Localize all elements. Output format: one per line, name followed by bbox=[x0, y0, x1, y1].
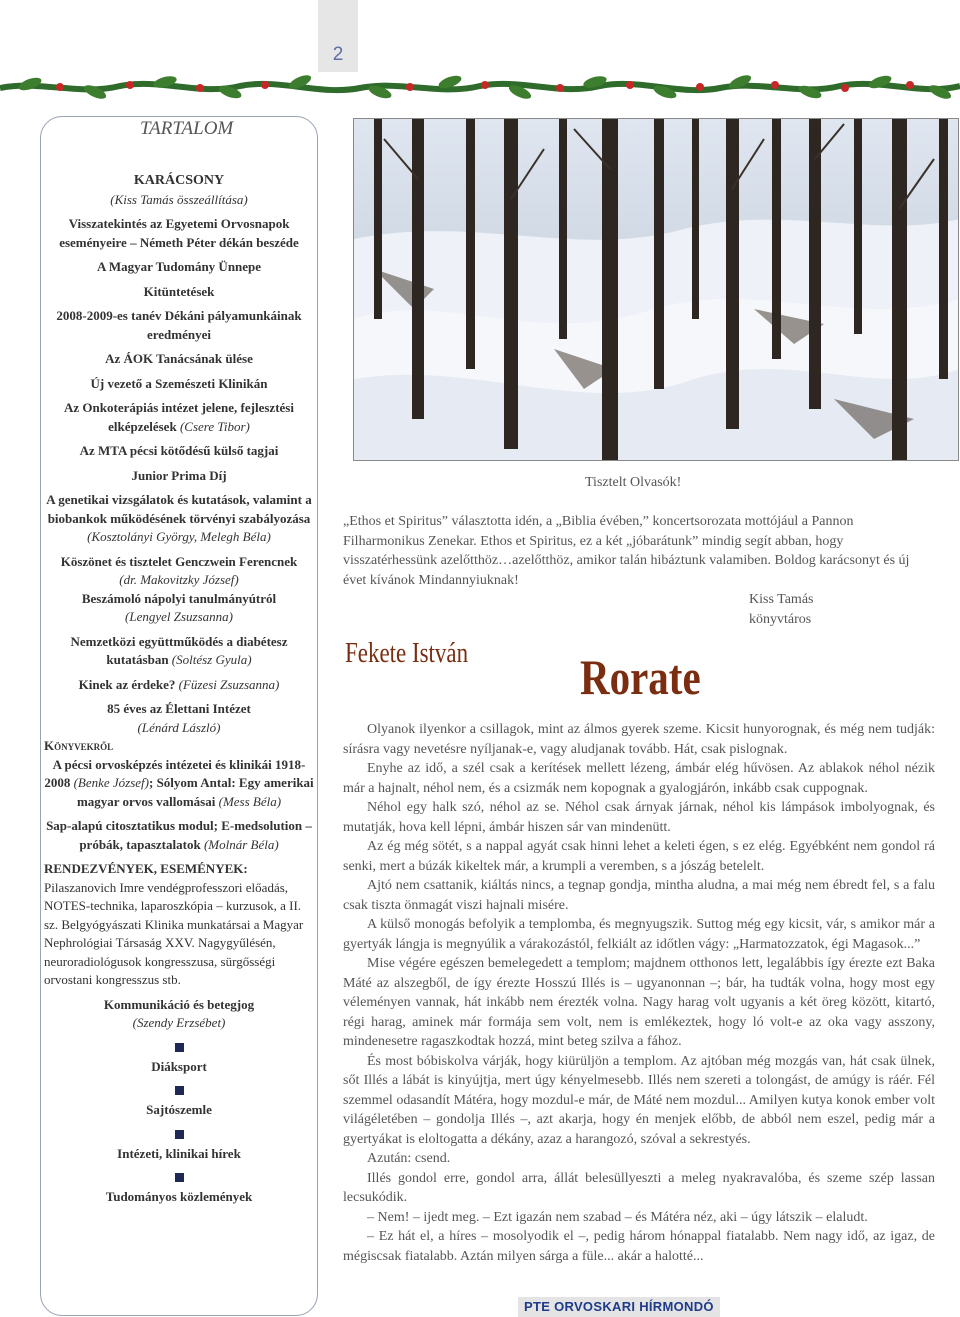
toc-item[interactable] bbox=[44, 676, 314, 695]
toc-item[interactable] bbox=[44, 399, 314, 436]
toc-section-heading: Könyvekről bbox=[44, 738, 114, 753]
toc-item-title: ; Sólyom Antal: Egy amerikai magyar orvos vallomásai bbox=[76, 775, 314, 809]
toc-item[interactable]: Tudományos közlemények bbox=[105, 1189, 253, 1204]
article-paragraph: Mise végére egészen bemelegedett a templom; majdnem otthonos lett, legalábbis így érezte ezt Baka Máté az alszegből, de így érezte Hosszú Illés is – ugyanonnan –; bár, ha tudták volna, hogy most egy véleményen vannak, hát inkább nem érezték volna. Nagy harag volt ugyanis a két öreg között, kitartó, régi harag, aminek már formája sem volt, nem is emlékeztek, hogy ló volt-e az oka vagy asszony, mindenesetre ragaszkodtak hozzá, mint beteg szilva a fához. bbox=[343, 956, 935, 1049]
intro-text: „Ethos et Spiritus” választotta idén, a „Biblia évében,” koncertsorozata mottójául a Pannon Filharmonikus Zenekar. Ethos et Spiritus, ez a két „jóbarátunk” mindig segít abban, hogy visszatérhessünk azelőtthöz…azelőtthöz, amikor talán hibáztunk valamiben. Boldog karácsonyt és új évet kívánok Mindannyiuknak! bbox=[343, 514, 910, 588]
article-author: Fekete István bbox=[345, 638, 469, 669]
toc-item[interactable]: Beszámoló nápolyi tanulmányútról bbox=[81, 590, 277, 606]
toc-item-author: (Kosztolányi György, Melegh Béla) bbox=[87, 529, 271, 544]
toc-item[interactable]: Visszatekintés az Egyetemi Orvosnapok eseményeire – Németh Péter dékán beszéde bbox=[59, 216, 299, 250]
toc-section-heading: RENDEZVÉNYEK, ESEMÉNYEK: bbox=[44, 861, 248, 876]
toc-item[interactable] bbox=[44, 491, 314, 547]
bullet-square-icon bbox=[175, 1086, 184, 1095]
toc-events-text: Pilaszanovich Imre vendégprofesszori előadás, NOTES-technika, laparoszkópia – kurzusok, a II. sz. Belgyógyászati Klinika munkatársai a Magyar Nephrológiai Társaság XXV. Nagygyűlésén, neuroradiológusok kongresszusa, sürgősségi orvostani kongresszus stb. bbox=[44, 879, 304, 987]
toc-item[interactable] bbox=[44, 817, 314, 854]
toc-item-title: A genetikai vizsgálatok és kutatások, valamint a biobankok működésének törvényi szabályozása bbox=[46, 492, 312, 526]
toc-item[interactable]: 85 éves az Élettani Intézet bbox=[107, 701, 251, 716]
bullet-square-icon bbox=[175, 1130, 184, 1139]
signature-name: Kiss Tamás bbox=[749, 592, 814, 607]
toc-item[interactable]: A Magyar Tudomány Ünnepe bbox=[96, 259, 262, 274]
toc-item-author: (Kiss Tamás összeállítása) bbox=[110, 191, 248, 207]
toc-item-author: (Benke József) bbox=[73, 775, 149, 790]
toc-item-title: Sap-alapú citosztatikus modul; E-medsolution – próbák, tapasztalatok bbox=[46, 818, 312, 852]
bullet-square-icon bbox=[175, 1043, 184, 1052]
signature bbox=[749, 590, 813, 629]
toc-item[interactable]: Sajtószemle bbox=[146, 1102, 212, 1117]
article-paragraph: És most bóbiskolva várják, hogy kiürüljön a templom. Az ajtóban még mozgás van, hát csak ülnek, sőt Illés a lábát is kinyújtja, mert úgy kényelmesebb. Illés nem szereti a tolongást, de amúgy is ráér. Fél szemmel odasandít Mátéra, hogy mozdul-e már, de Máté nem mozdul... Amilyen kutya konok ember volt világéletében – gondolja Illés –, azt akarja, hogy én menjek előbb, de abból nem eszel, pedig már a gyertyákat is eloltogatta a dékány, azaz a harangozó, szóval a sekrestyés. bbox=[343, 1053, 935, 1147]
toc-item[interactable]: Kommunikáció és betegjog bbox=[103, 996, 255, 1012]
toc-item[interactable]: Junior Prima Díj bbox=[131, 467, 227, 483]
signature-role: könyvtáros bbox=[749, 611, 812, 627]
toc-item[interactable]: Az ÁOK Tanácsának ülése bbox=[105, 351, 253, 366]
toc-title: TARTALOM bbox=[140, 118, 234, 139]
article-paragraph: Ajtó nem csattanik, kiáltás nincs, a tegnap gondja, mintha aludna, a mai még nem ébredt fel, s a falu csak tiszta önmagát viszi hajnali misére. bbox=[343, 878, 935, 913]
toc-item-author: (Csere Tibor) bbox=[179, 418, 250, 434]
article-paragraph: Az ég még sötét, s a nappal agyát csak hinni lehet a keleti égen, s ez elég. Egyébként nem gondol rá senki, mert a búzák kikeltek már, a krumpli a veremben, s a jószág betelelt. bbox=[343, 839, 935, 874]
article-paragraph: Illés gondol erre, gondol arra, állát belesüllyeszti a meleg nyakravalóba, és szeme szép lassan lecsukódik. bbox=[343, 1170, 935, 1205]
publication-footer: PTE ORVOSKARI HÍRMONDÓ bbox=[518, 1297, 720, 1317]
bullet-square-icon bbox=[175, 1173, 184, 1182]
toc-item[interactable]: Új vezető a Szemészeti Klinikán bbox=[90, 375, 268, 391]
toc-item[interactable]: Köszönet és tisztelet Genczwein Ferencnek bbox=[60, 553, 298, 569]
toc-item[interactable] bbox=[44, 756, 314, 812]
toc-item[interactable]: Diáksport bbox=[151, 1058, 207, 1074]
toc-item-author: (Mess Béla) bbox=[218, 793, 282, 809]
article-paragraph: Olyanok ilyenkor a csillagok, mint az álmos gyerek szeme. Kicsit hunyorognak, és még nem tudják: sírásra vagy nevetésre nyíljanak-e, vagy aludjanak tovább. Hát, csak pislognak. bbox=[343, 722, 935, 757]
toc-item[interactable] bbox=[44, 633, 314, 670]
snowy-forest-photo bbox=[353, 118, 959, 461]
toc-item-title: Kinek az érdeke? bbox=[78, 676, 176, 692]
toc-item[interactable]: KARÁCSONY bbox=[133, 173, 225, 188]
article-paragraph: – Nem! – ijedt meg. – Ezt igazán nem szabad – és Mátéra néz, aki – úgy látszik – elaludt. bbox=[367, 1209, 868, 1225]
toc-item-author: (Szendy Erzsébet) bbox=[132, 1015, 226, 1030]
toc-item-author: (Lénárd László) bbox=[137, 719, 221, 735]
toc-item[interactable]: Kitüntetések bbox=[143, 283, 215, 299]
page-number: 2 bbox=[332, 44, 344, 65]
toc-item[interactable]: Intézeti, klinikai hírek bbox=[117, 1145, 241, 1161]
forest-illustration bbox=[354, 119, 959, 461]
toc-item-title: A pécsi orvosképzés intézetei és klinikái 1918-2008 bbox=[44, 756, 306, 790]
article-paragraph: Enyhe az idő, a szél csak a kerítések mellett lézeng, ámbár elég hűvösen. Az ablakok néhol nézik már a hajnalt, néhol nem, és a csizmák nem kopognak a gyalogjárón, inkább csak cuppognak. bbox=[343, 761, 935, 796]
article-body bbox=[343, 720, 935, 1266]
toc-item-title: Nemzetközi együttműködés a diabétesz kutatásban bbox=[70, 633, 288, 667]
article-paragraph: A külső monogás befolyik a templomba, és megnyugszik. Suttog még egy kicsit, vár, s amikor már a gyertyák lángja is megnyúlik a várakozástól, felkiált az időtlen vágy: „Harmatozzatok, égi Magasok...” bbox=[343, 917, 935, 952]
toc-item-author: (Lengyel Zsuzsanna) bbox=[125, 609, 233, 624]
toc-item-title: Az Onkoterápiás intézet jelene, fejlesztési elképzelések bbox=[64, 400, 294, 434]
article-title: Rorate bbox=[580, 649, 701, 705]
holly-garland-decoration bbox=[0, 70, 960, 104]
article-paragraph: Azután: csend. bbox=[367, 1151, 451, 1166]
toc-item-author: (Soltész Gyula) bbox=[171, 652, 252, 667]
toc-item-author: (Füzesi Zsuzsanna) bbox=[178, 676, 280, 692]
toc-list bbox=[44, 172, 314, 1207]
toc-item-author: (dr. Makovitzky József) bbox=[119, 572, 239, 587]
article-paragraph: – Ez hát el, a híres – mosolyodik el –, pedig három hónappal fiatalabb. Nem nagy idő, az igaz, de mégiscsak fiatalabb. Aztán milyen sárga a füle... akár a halotté... bbox=[343, 1229, 935, 1264]
toc-item[interactable]: 2008-2009-es tanév Dékáni pályamunkáinak eredményei bbox=[56, 308, 302, 342]
greeting: Tisztelt Olvasók! bbox=[585, 475, 682, 490]
article-paragraph: Néhol egy halk szó, néhol az se. Néhol csak árnyak járnak, néhol kis lámpások imbolyognak, és mutatják, hova kell lépni, ámbár hiszen sár van mindenütt. bbox=[343, 800, 935, 835]
toc-item-author: (Molnár Béla) bbox=[203, 836, 279, 852]
toc-item[interactable]: Az MTA pécsi kötődésű külső tagjai bbox=[79, 443, 279, 458]
